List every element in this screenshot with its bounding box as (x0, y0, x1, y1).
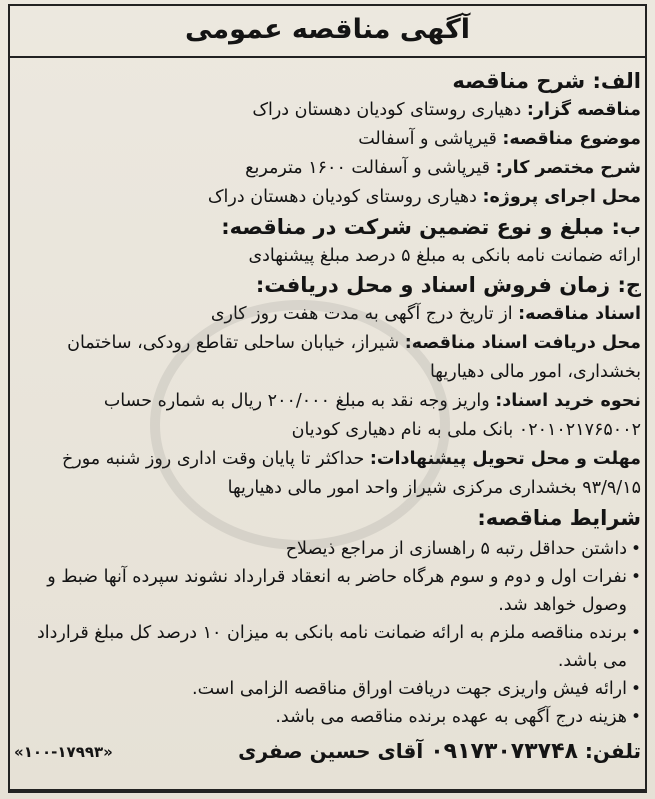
conditions-list (14, 535, 641, 731)
section-b-heading: ب: مبلغ و نوع تضمین شرکت در مناقصه: (221, 215, 641, 239)
conditions-heading: شرایط مناقصه: (477, 506, 641, 530)
section-c-heading: ج: زمان فروش اسناد و محل دریافت: (255, 273, 641, 297)
row-label: شرح مختصر کار: (495, 158, 641, 178)
row-label: نحوه خرید اسناد: (495, 391, 641, 411)
bottom-divider (8, 791, 647, 799)
row-value: دهیاری روستای کودیان دهستان دراک (252, 100, 522, 120)
ad-code: «۱۰۰-۱۷۹۹۳» (14, 742, 113, 761)
phone-number: ۰۹۱۷۳۰۷۳۷۴۸ (430, 739, 578, 764)
row-value: حداکثر تا پایان وقت اداری روز شنبه مورخ ۹۳/۹/۱۵ بخشداری مرکزی شیراز واحد امور مالی دهیاریها (62, 449, 641, 498)
documents-row (14, 300, 641, 329)
row-value: شیراز، خیابان ساحلی تقاطع رودکی، ساختمان بخشداری، امور مالی دهیاریها (67, 333, 641, 382)
row-label: مناقصه گزار: (526, 100, 641, 120)
row-value: واریز وجه نقد به مبلغ ۲۰۰/۰۰۰ ریال به شماره حساب ۰۲۰۱۰۲۱۷۶۵۰۰۲ بانک ملی به نام دهیاری کودیان (103, 391, 641, 440)
work-description-row (14, 154, 641, 183)
phone-label: تلفن: (584, 739, 641, 763)
contact-name: آقای حسین صفری (238, 739, 424, 763)
guarantee-text: ارائه ضمانت نامه بانکی به مبلغ ۵ درصد مبلغ پیشنهادی (248, 246, 641, 266)
list-item: • ارائه فیش واریزی جهت دریافت اوراق مناقصه الزامی است. (14, 675, 641, 703)
row-label: محل دریافت اسناد مناقصه: (404, 333, 641, 353)
row-value: از تاریخ درج آگهی به مدت هفت روز کاری (210, 304, 513, 324)
row-value: دهیاری روستای کودیان دهستان دراک (207, 187, 477, 207)
project-location-row (14, 183, 641, 212)
notice-title: آگهی مناقصه عمومی (185, 14, 470, 45)
tender-subject-row (14, 125, 641, 154)
submission-deadline-row (14, 445, 641, 503)
footer (14, 735, 641, 768)
list-item: • برنده مناقصه ملزم به ارائه ضمانت نامه بانکی به میزان ۱۰ درصد کل مبلغ قرارداد می باشد. (14, 619, 641, 675)
row-label: موضوع مناقصه: (502, 129, 641, 149)
list-item: • هزینه درج آگهی به عهده برنده مناقصه می باشد. (14, 703, 641, 731)
row-value: قیرپاشی و آسفالت (358, 129, 497, 149)
list-item: • نفرات اول و دوم و سوم هرگاه حاضر به انعقاد قرارداد نشوند سپرده آنها ضبط و وصول خواهد شد. (14, 563, 641, 619)
row-value: قیرپاشی و آسفالت ۱۶۰۰ مترمربع (245, 158, 490, 178)
documents-location-row (14, 329, 641, 387)
phone-line (238, 735, 641, 768)
title-divider (8, 56, 647, 58)
section-a-heading: الف: شرح مناقصه (452, 69, 641, 93)
purchase-method-row (14, 387, 641, 445)
row-label: مهلت و محل تحویل پیشنهادات: (369, 449, 641, 469)
tender-organizer-row (14, 96, 641, 125)
list-item: • داشتن حداقل رتبه ۵ راهسازی از مراجع ذیصلاح (14, 535, 641, 563)
row-label: محل اجرای پروژه: (482, 187, 641, 207)
row-label: اسناد مناقصه: (518, 304, 641, 324)
